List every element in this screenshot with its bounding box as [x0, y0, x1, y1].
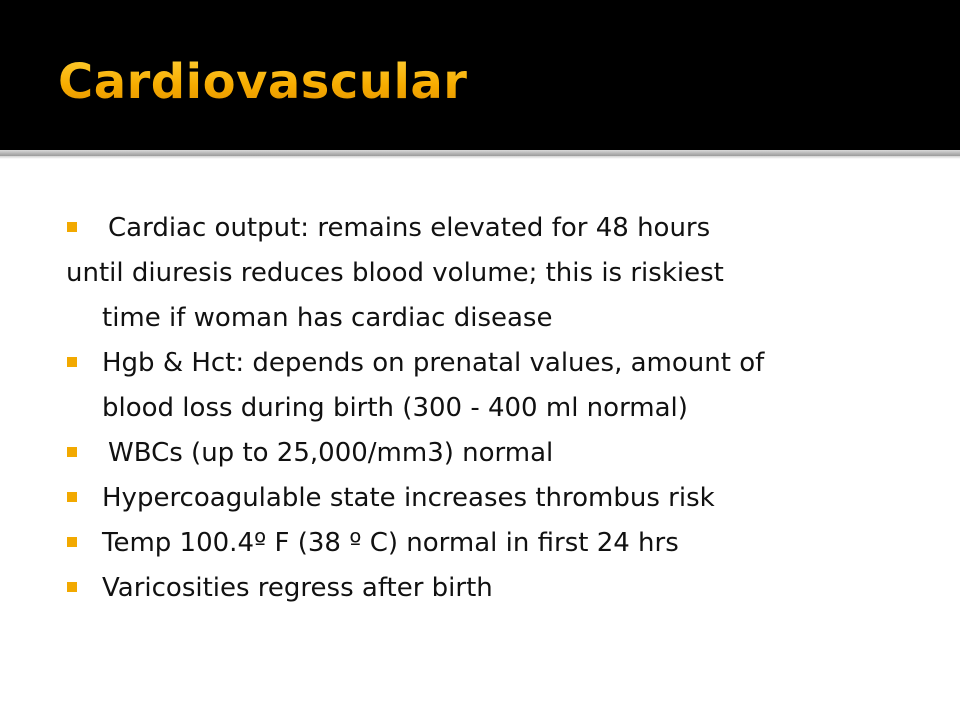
square-bullet-icon — [67, 537, 77, 547]
list-item-text: Hypercoagulable state increases thrombus risk — [102, 483, 715, 513]
square-bullet-icon — [67, 222, 77, 232]
list-item-text: until diuresis reduces blood volume; this is riskiest — [66, 258, 724, 288]
title-divider-shadow — [0, 156, 960, 159]
square-bullet-icon — [67, 492, 77, 502]
list-item-text: Hgb & Hct: depends on prenatal values, amount of — [102, 348, 765, 378]
list-item-text: Cardiac output: remains elevated for 48 hours — [108, 213, 711, 243]
square-bullet-icon — [67, 447, 77, 457]
list-item-text: Varicosities regress after birth — [102, 573, 493, 603]
list-item-text: WBCs (up to 25,000/mm3) normal — [108, 438, 554, 468]
list-item — [66, 521, 926, 566]
square-bullet-icon — [67, 357, 77, 367]
list-item — [66, 476, 926, 521]
list-item-text-wrap: blood loss during birth (300 - 400 ml normal) — [102, 393, 688, 423]
list-item — [66, 566, 926, 611]
list-item-text: Temp 100.4º F (38 º C) normal in first 24 hrs — [102, 528, 679, 558]
slide-title: Cardiovascular — [58, 54, 468, 110]
bullet-list — [66, 206, 926, 611]
list-item — [66, 431, 926, 476]
list-item-continuation — [66, 251, 926, 341]
square-bullet-icon — [67, 582, 77, 592]
list-item — [66, 206, 926, 251]
list-item — [66, 341, 926, 431]
list-item-text-wrap: time if woman has cardiac disease — [102, 303, 553, 333]
